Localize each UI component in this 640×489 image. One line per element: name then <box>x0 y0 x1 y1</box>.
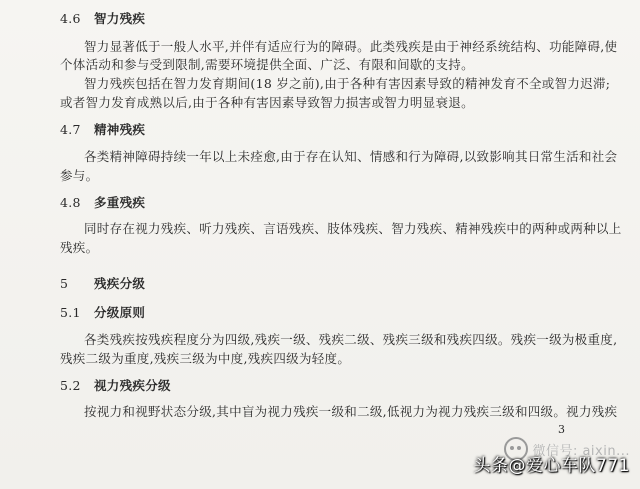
paragraph-line: 智力显著低于一般人水平,并伴有适应行为的障碍。此类残疾是由于神经系统结构、功能障碍,使 <box>84 39 618 54</box>
section-number: 5.1 <box>60 305 81 320</box>
section-number: 4.8 <box>60 195 81 210</box>
section-heading-5 <box>60 275 145 293</box>
paragraph-line: 各类精神障碍持续一年以上未痊愈,由于存在认知、情感和行为障碍,以致影响其日常生活和社会 <box>84 149 618 164</box>
paragraph-line: 或者智力发育成熟以后,由于各种有害因素导致智力损害或智力明显衰退。 <box>60 95 474 110</box>
watermark-text: 微信号: aixin... <box>532 443 630 459</box>
paragraph-line: 残疾。 <box>60 240 99 255</box>
paragraph-line: 智力残疾包括在智力发育期间(18 岁之前),由于各种有害因素导致的精神发育不全或智力迟滞; <box>84 76 611 91</box>
section-number: 5 <box>60 276 69 291</box>
source-overlay-text: 头条@爱心车队771 <box>473 456 630 476</box>
section-title: 视力残疾分级 <box>94 378 171 393</box>
section-number: 4.6 <box>60 11 81 26</box>
paragraph-line: 同时存在视力残疾、听力残疾、言语残疾、肢体残疾、智力残疾、精神残疾中的两种或两种以上 <box>84 221 622 236</box>
section-title: 分级原则 <box>94 305 146 320</box>
section-heading-4-7 <box>60 121 145 139</box>
section-heading-4-6 <box>60 10 145 28</box>
section-title: 智力残疾 <box>94 11 146 26</box>
paragraph-line: 按视力和视野状态分级,其中盲为视力残疾一级和二级,低视力为视力残疾三级和四级。视力残疾 <box>84 404 618 419</box>
paragraph-line: 参与。 <box>60 168 99 183</box>
paragraph-line: 残疾二级为重度,残疾三级为中度,残疾四级为轻度。 <box>60 351 351 366</box>
section-title: 多重残疾 <box>94 195 146 210</box>
section-heading-5-1 <box>60 304 145 322</box>
paragraph-line: 个体活动和参与受到限制,需要环境提供全面、广泛、有限和间歇的支持。 <box>60 57 474 72</box>
paragraph-line: 各类残疾按残疾程度分为四级,残疾一级、残疾二级、残疾三级和残疾四级。残疾一级为极重度, <box>84 332 618 347</box>
page-number: 3 <box>558 423 565 436</box>
section-number: 4.7 <box>60 122 81 137</box>
section-title: 残疾分级 <box>94 276 146 291</box>
section-number: 5.2 <box>60 378 81 393</box>
section-heading-4-8 <box>60 194 145 212</box>
section-title: 精神残疾 <box>94 122 146 137</box>
section-heading-5-2 <box>60 377 171 395</box>
